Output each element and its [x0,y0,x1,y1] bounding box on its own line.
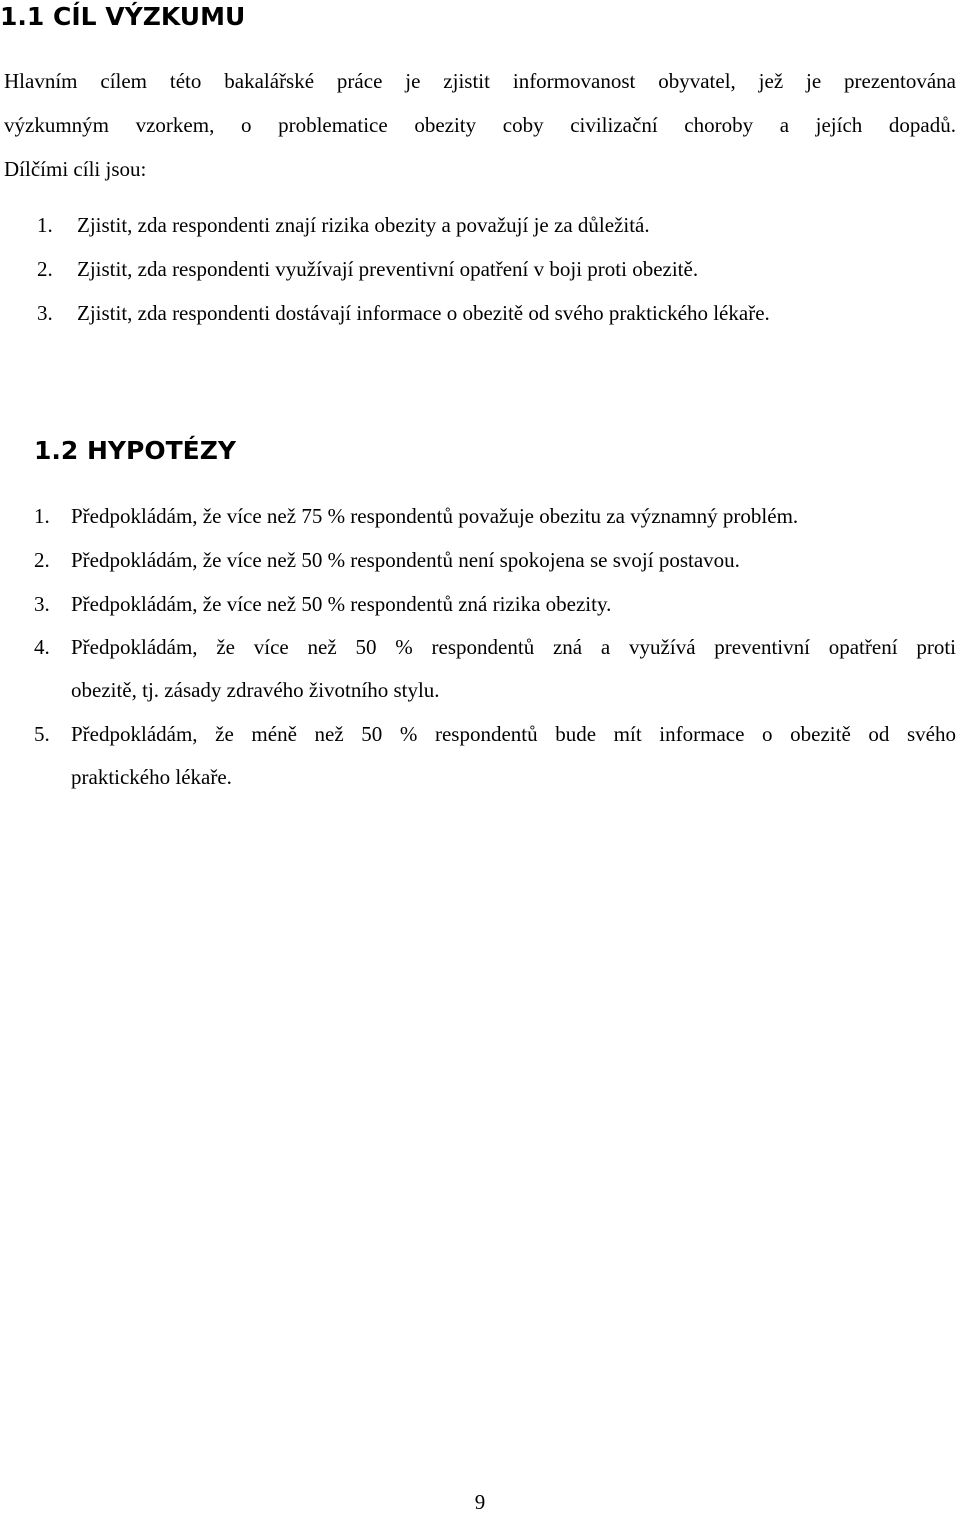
hypothesis-text: Předpokládám, že více než 75 % respondentů považuje obezitu za významný problém. [71,504,799,528]
hypothesis-number: 1. [34,504,50,528]
intro-line-3: Dílčími cíli jsou: [4,157,147,181]
goal-text: Zjistit, zda respondenti znají rizika obezity a považují je za důležitá. [77,213,650,237]
hypothesis-number: 3. [34,592,50,616]
goal-number: 1. [37,213,53,237]
hypothesis-text: Předpokládám, že více než 50 % respondentů není spokojena se svojí postavou. [71,548,740,572]
page-number: 9 [474,1490,486,1514]
goal-text: Zjistit, zda respondenti dostávají informace o obezitě od svého praktického lékaře. [77,301,770,325]
section-heading-hypotheses: 1.2 HYPOTÉZY [34,436,236,465]
goal-number: 3. [37,301,53,325]
hypothesis-number: 4. [34,635,50,659]
hypothesis-text: Předpokládám, že více než 50 % respondentů zná rizika obezity. [71,592,612,616]
hypothesis-text-continued: obezitě, tj. zásady zdravého životního stylu. [71,678,440,702]
goal-number: 2. [37,257,53,281]
hypothesis-text: Předpokládám, že méně než 50 % respondentů bude mít informace o obezitě od svého [71,722,956,746]
hypothesis-number: 5. [34,722,50,746]
section-heading-research-goal: 1.1 CÍL VÝZKUMU [0,2,246,31]
goal-text: Zjistit, zda respondenti využívají preventivní opatření v boji proti obezitě. [77,257,699,281]
intro-line-2: výzkumným vzorkem, o problematice obezity coby civilizační choroby a jejích dopadů. [4,113,956,137]
hypothesis-text: Předpokládám, že více než 50 % respondentů zná a využívá preventivní opatření proti [71,635,956,659]
hypothesis-number: 2. [34,548,50,572]
hypothesis-text-continued: praktického lékaře. [71,765,232,789]
intro-line-1: Hlavním cílem této bakalářské práce je zjistit informovanost obyvatel, jež je prezentována [4,69,956,93]
